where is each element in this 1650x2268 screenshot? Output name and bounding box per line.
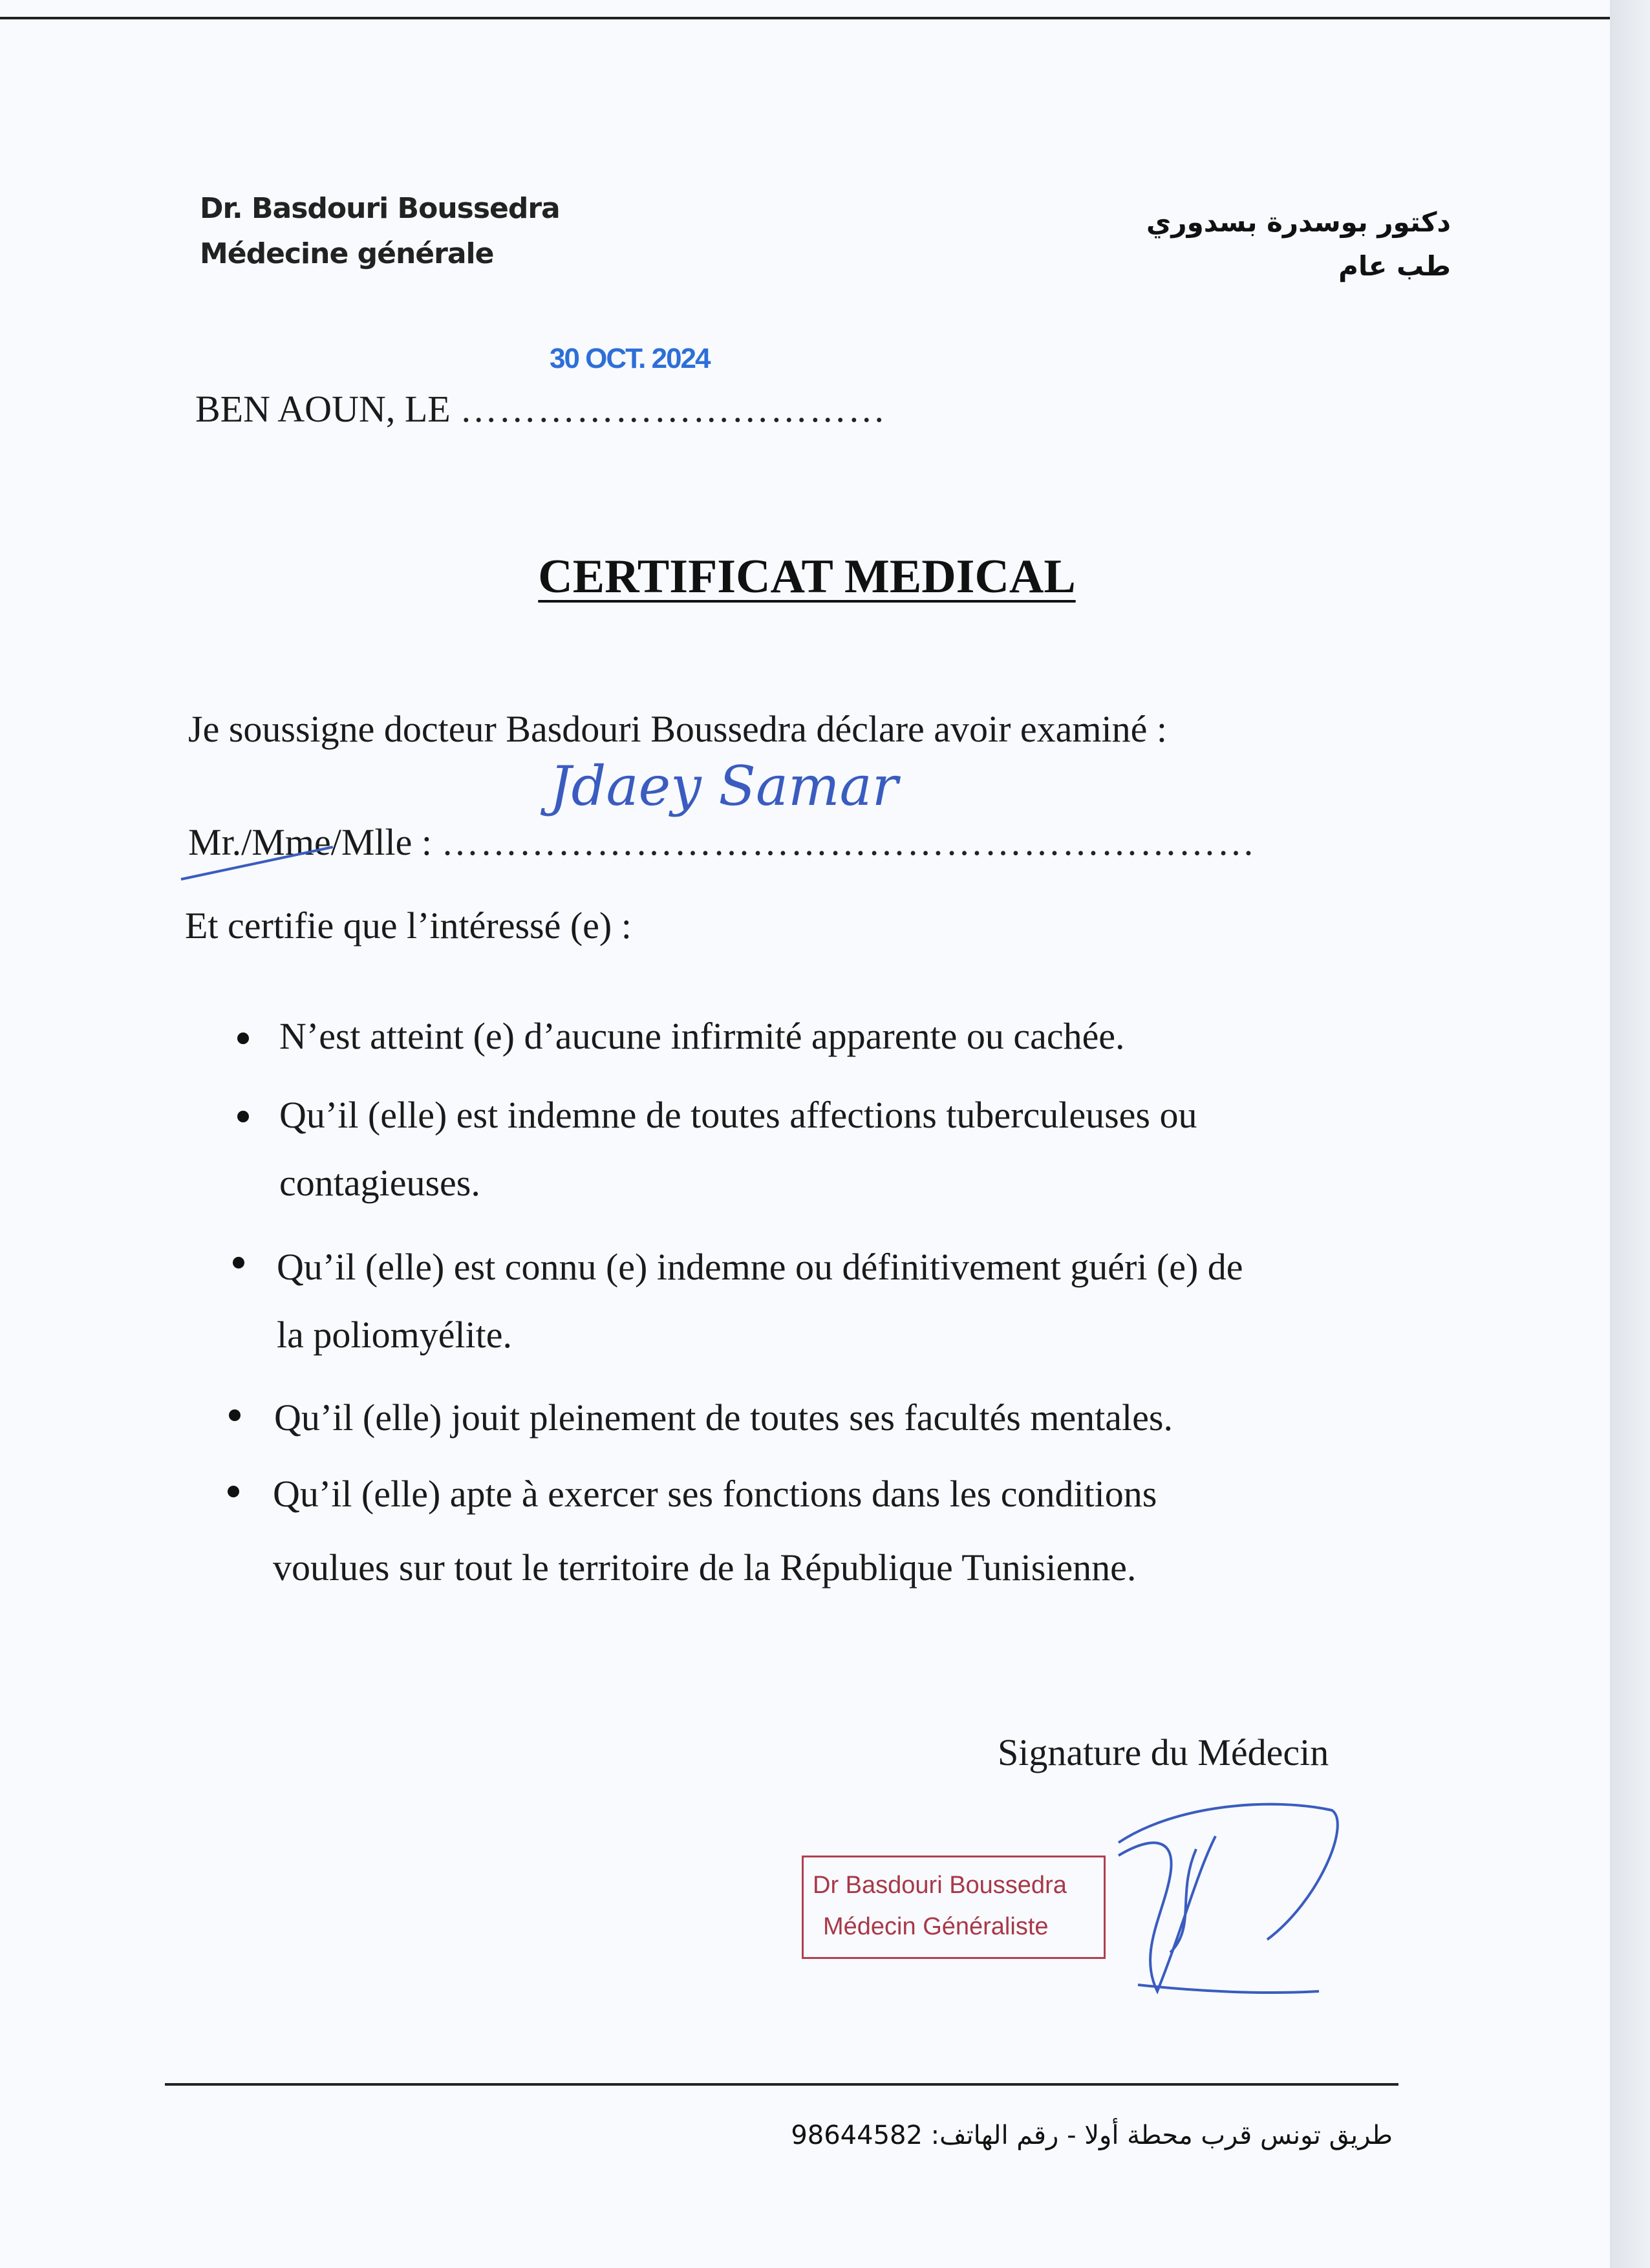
- patient-name-handwritten: Jdaey Samar: [550, 754, 898, 818]
- place-label: BEN AOUN, LE: [195, 388, 451, 430]
- doctor-name-arabic: دكتور بوسدرة بسدوري: [1146, 206, 1451, 238]
- name-dots: ………………………………………………………: [441, 821, 1256, 863]
- signature-label: Signature du Médecin: [998, 1731, 1329, 1773]
- item-5-line-1: Qu’il (elle) apte à exercer ses fonctions dans les conditions: [273, 1473, 1157, 1515]
- item-2-line-1: Qu’il (elle) est indemne de toutes affections tuberculeuses ou: [279, 1094, 1197, 1136]
- bullet-icon: [228, 1486, 239, 1497]
- date-stamp: 30 OCT. 2024: [550, 343, 710, 374]
- item-3-line-1: Qu’il (elle) est connu (e) indemne ou définitivement guéri (e) de: [277, 1246, 1243, 1288]
- stamp-line-1: Dr Basdouri Boussedra: [813, 1872, 1067, 1899]
- document-title: CERTIFICAT MEDICAL: [538, 550, 1076, 603]
- bullet-icon: [237, 1032, 249, 1044]
- item-3-line-2: la poliomyélite.: [277, 1314, 513, 1356]
- scan-edge: [1610, 0, 1650, 2268]
- date-dots: ……………………………: [460, 388, 887, 430]
- intro-text: Je soussigne docteur Basdouri Boussedra déclare avoir examiné :: [188, 708, 1168, 750]
- doctor-specialty: Médecine générale: [200, 237, 494, 270]
- civility-line: [188, 821, 1256, 864]
- top-rule: [0, 17, 1610, 19]
- doctor-name: Dr. Basdouri Boussedra: [200, 192, 560, 225]
- doctor-specialty-arabic: طب عام: [1338, 250, 1451, 282]
- item-2-line-2: contagieuses.: [279, 1162, 480, 1204]
- bullet-icon: [233, 1257, 244, 1268]
- doctor-stamp: [802, 1856, 1106, 1959]
- footer-rule: [165, 2083, 1398, 2086]
- bullet-icon: [229, 1409, 241, 1421]
- stamp-line-2: Médecin Généraliste: [823, 1913, 1049, 1940]
- footer-address-phone: طريق تونس قرب محطة أولا - رقم الهاتف: 98644582: [791, 2121, 1393, 2150]
- civility-label: Mr./Mme/Mlle :: [188, 821, 432, 863]
- item-5-line-2: voulues sur tout le territoire de la République Tunisienne.: [273, 1546, 1137, 1589]
- handwritten-signature: [1112, 1797, 1358, 2004]
- item-4-line-1: Qu’il (elle) jouit pleinement de toutes ses facultés mentales.: [274, 1396, 1173, 1439]
- place-date-line: [195, 388, 886, 431]
- item-1-line-1: N’est atteint (e) d’aucune infirmité apparente ou cachée.: [279, 1015, 1125, 1057]
- certify-text: Et certifie que l’intéressé (e) :: [185, 904, 632, 947]
- bullet-icon: [237, 1111, 249, 1122]
